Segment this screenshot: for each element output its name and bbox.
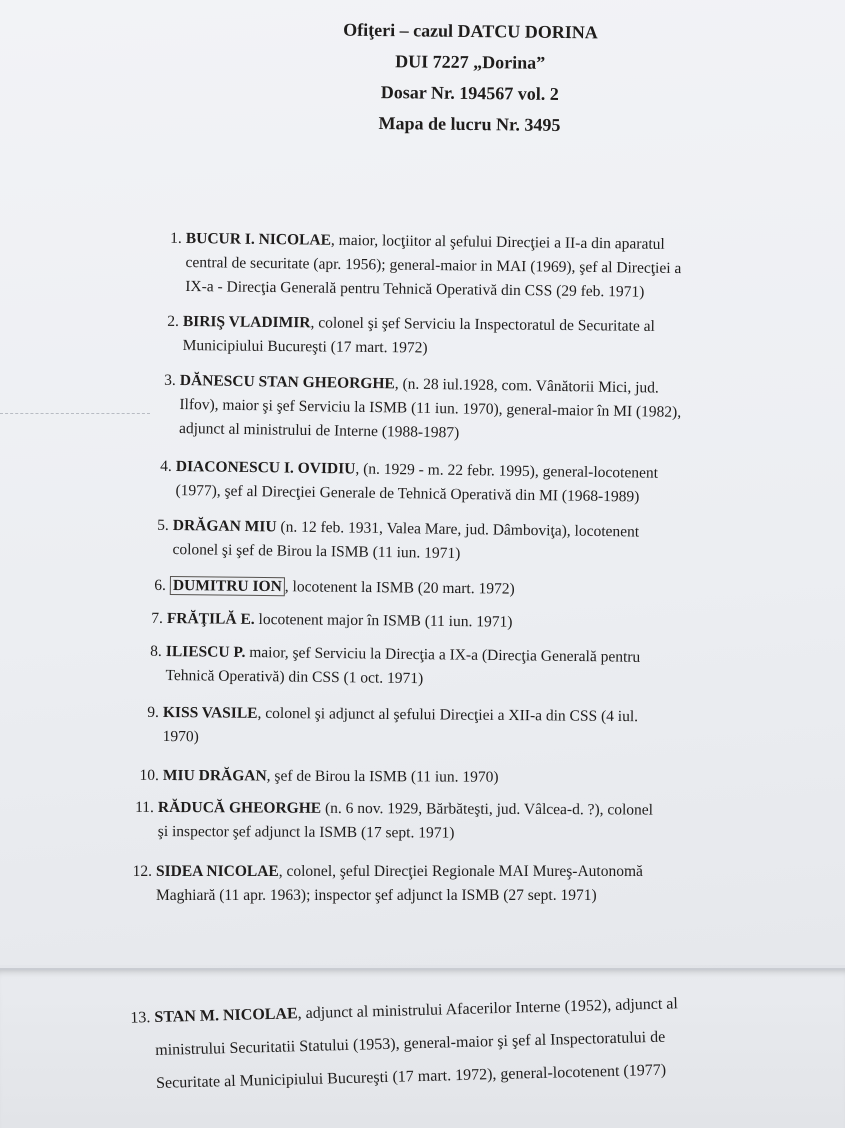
list-item xyxy=(135,796,768,847)
officer-name: DIACONESCU I. OVIDIU xyxy=(175,457,356,478)
list-item-number: 2. xyxy=(167,312,179,330)
list-item-number: 11. xyxy=(135,798,154,816)
list-item xyxy=(157,514,763,570)
list-item-number: 4. xyxy=(160,457,172,475)
list-item-number: 1. xyxy=(170,229,182,247)
list-item-number: 5. xyxy=(157,516,169,534)
officer-name: BUCUR I. NICOLAE xyxy=(185,229,332,249)
officer-details: Municipiului Bucureşti (17 mart. 1972) xyxy=(182,336,428,357)
officer-name: BIRIŞ VLADIMIR xyxy=(182,312,311,332)
officer-name: MIU DRĂGAN xyxy=(162,766,267,785)
officer-details: (1977), şef al Direcţiei Generale de Tehnică Operativă din MI (1968-1989) xyxy=(175,481,640,506)
officer-details: şi inspector şef adjunct la ISMB (17 sept. 1971) xyxy=(157,822,455,842)
officer-details: IX-a - Direcţia Generală pentru Tehnică Operativă din CSS (29 feb. 1971) xyxy=(185,277,645,301)
officer-details: , maior, locţiitor al şefului Direcţiei a II-a din aparatul xyxy=(330,231,665,253)
list-item xyxy=(164,369,765,450)
officer-details: , (n. 1929 - m. 22 febr. 1995), general-locotenent xyxy=(355,460,659,482)
list-item xyxy=(160,455,761,511)
list-item-number: 7. xyxy=(151,609,163,627)
list-item xyxy=(139,764,723,791)
header-title: Ofiţeri – cazul DATCU DORINA xyxy=(343,19,598,43)
officer-name: STAN M. NICOLAE xyxy=(154,1005,298,1026)
list-item-number: 8. xyxy=(150,642,162,660)
officer-details: Tehnică Operativă) din CSS (1 oct. 1971) xyxy=(165,666,424,688)
officer-details: Maghiară (11 apr. 1963); inspector şef adjunct la ISMB (27 sept. 1971) xyxy=(156,887,597,904)
officer-details: Ilfov), maior şi şef Serviciu la ISMB (11 iun. 1970), general-maior în MI (1982), xyxy=(179,395,682,421)
list-item-number: 10. xyxy=(139,766,159,784)
officer-details: , colonel, şeful Direcţiei Regionale MAI Mureş-Autonomă xyxy=(278,863,643,880)
header-folder-number: Mapa de lucru Nr. 3495 xyxy=(378,113,561,135)
officer-name: DĂNESCU STAN GHEORGHE xyxy=(179,371,395,393)
list-item xyxy=(147,701,763,754)
list-item xyxy=(167,310,767,364)
list-item-number: 3. xyxy=(164,371,176,389)
list-item xyxy=(150,640,756,695)
officer-details: Securitate al Municipiului Bucureşti (17 mart. 1972), general-locotenent (1977) xyxy=(155,1061,667,1092)
officer-name: RĂDUCĂ GHEORGHE xyxy=(157,798,322,817)
officer-details: ministrului Securitatii Statului (1953), general-maior şi şef al Inspectoratului de xyxy=(155,1028,666,1059)
officer-details: , (n. 28 iul.1928, com. Vânătorii Mici, jud. xyxy=(394,375,659,397)
officer-name: DUMITRU ION xyxy=(170,576,285,596)
officer-details: , şef de Birou la ISMB (11 iun. 1970) xyxy=(266,767,499,786)
officer-name: FRĂŢILĂ E. xyxy=(166,609,255,628)
officer-details: (n. 6 nov. 1929, Bărbăteşti, jud. Vâlcea-d. ?), colonel xyxy=(321,799,654,819)
officer-details: , colonel şi şef Serviciu la Inspectoratul de Securitate al xyxy=(310,314,655,335)
officer-details: locotenent major în ISMB (11 iun. 1971) xyxy=(254,610,513,631)
document-header xyxy=(299,14,640,142)
officer-name: KISS VASILE xyxy=(162,703,258,722)
list-item xyxy=(170,227,746,306)
officer-details: (n. 12 feb. 1931, Valea Mare, jud. Dâmboviţa), locotenent xyxy=(276,518,640,541)
header-case-id: DUI 7227 „Dorina” xyxy=(395,51,546,73)
officer-details: colonel şi şef de Birou la ISMB (11 iun. 1971) xyxy=(172,540,461,563)
header-file-number: Dosar Nr. 194567 vol. 2 xyxy=(380,82,559,104)
list-item-number: 6. xyxy=(154,576,166,594)
officer-details: adjunct al ministrului de Interne (1988-1987) xyxy=(178,419,460,442)
officer-name: DRĂGAN MIU xyxy=(172,516,277,536)
list-item-number: 13. xyxy=(130,1009,151,1027)
page-fold-mark xyxy=(0,413,150,415)
officer-details: , adjunct al ministrului Afacerilor Interne (1952), adjunct al xyxy=(297,995,679,1023)
officer-details: maior, şef Serviciu la Direcţia a IX-a (Direcţia Generală pentru xyxy=(245,643,641,666)
officer-details: , locotenent la ISMB (20 mart. 1972) xyxy=(284,578,515,598)
list-item xyxy=(130,984,796,1100)
officer-details: 1970) xyxy=(162,727,199,746)
list-item-number: 12. xyxy=(132,863,152,880)
officer-details: central de securitate (apr. 1956); general-maior in MAI (1969), şef al Direcţiei a xyxy=(185,253,682,278)
officer-details: , colonel şi adjunct al şefului Direcţiei a XII-a din CSS (4 iul. xyxy=(257,704,639,726)
list-item xyxy=(132,860,776,908)
list-item-number: 9. xyxy=(147,703,159,721)
officer-name: SIDEA NICOLAE xyxy=(156,863,279,880)
officer-name: ILIESCU P. xyxy=(165,642,246,661)
